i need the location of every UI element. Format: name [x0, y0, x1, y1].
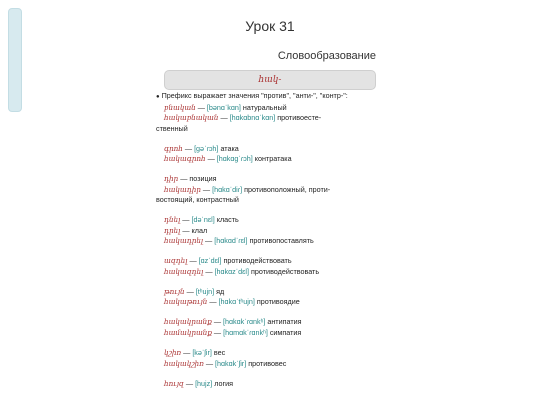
- armenian-word: դիր: [164, 174, 179, 184]
- bullet-icon: ●: [156, 94, 160, 100]
- word-row: [164, 359, 368, 370]
- russian-meaning: противодействовать: [223, 256, 292, 266]
- word-group: [156, 174, 368, 206]
- armenian-word: հույզ: [164, 378, 184, 388]
- transcription: [tʰujn]: [195, 286, 215, 296]
- lesson-title: Урок 31: [245, 18, 295, 34]
- word-row: [164, 317, 368, 328]
- armenian-word: գրոհ: [164, 143, 183, 153]
- dash-separator: —: [203, 358, 216, 368]
- russian-meaning: натуральный: [242, 102, 287, 112]
- transcription: [hɑkɑˈtʰujn]: [218, 297, 255, 307]
- word-row: [164, 226, 368, 237]
- section-title: Словообразование: [277, 50, 376, 62]
- russian-meaning: логия: [214, 378, 234, 388]
- word-group: [156, 144, 368, 165]
- dash-separator: —: [180, 215, 192, 225]
- armenian-word: դնել: [164, 215, 181, 225]
- transcription: [dəˈnɛl]: [191, 215, 215, 225]
- intro-text: Префикс выражает значения "против", "анти-", "контр-":: [161, 91, 348, 100]
- dash-separator: —: [183, 378, 196, 388]
- armenian-word: հակաթույն: [164, 297, 208, 307]
- russian-meaning: атака: [220, 143, 239, 153]
- russian-meaning: клал: [191, 225, 208, 235]
- russian-meaning: противоядие: [256, 297, 300, 307]
- dash-separator: —: [203, 266, 215, 276]
- prefix-box: հակ-: [164, 70, 376, 90]
- word-row: [164, 103, 368, 114]
- armenian-word: թույն: [164, 286, 185, 296]
- armenian-word: հակակրանք: [164, 317, 212, 327]
- russian-meaning: противовес: [248, 358, 287, 368]
- russian-meaning: противодействовать: [251, 266, 320, 276]
- russian-meaning: вес: [213, 348, 226, 358]
- dash-separator: —: [205, 154, 217, 164]
- armenian-word: բնական: [164, 102, 196, 112]
- russian-meaning: антипатия: [267, 317, 302, 327]
- transcription: [hɑkɑkˈʃir]: [215, 358, 247, 368]
- word-row: [164, 297, 368, 308]
- transcription: [gəˈɾɔh]: [194, 143, 219, 153]
- word-row: [164, 215, 368, 226]
- word-group: [156, 379, 368, 390]
- dash-separator: —: [187, 256, 199, 266]
- word-row: [164, 113, 368, 124]
- word-group: [156, 348, 368, 369]
- dash-separator: —: [182, 143, 195, 153]
- word-row: [164, 236, 368, 247]
- armenian-word: հակադրել: [164, 236, 204, 246]
- transcription: [hɑkɑdˈɾɛl]: [214, 236, 248, 246]
- transcription: [hɑkɑkˈɾɑnkʰ]: [223, 317, 266, 327]
- dash-separator: —: [207, 297, 219, 307]
- dash-separator: —: [178, 174, 190, 184]
- word-row: [164, 185, 368, 196]
- russian-meaning: позиция: [189, 174, 217, 184]
- dash-separator: —: [180, 225, 192, 235]
- russian-meaning: противоположный, проти-: [244, 184, 331, 194]
- transcription: [bənɑˈkɑn]: [206, 102, 241, 112]
- armenian-word: հակազդել: [164, 266, 204, 276]
- word-row: [164, 154, 368, 165]
- transcription: [ɑzˈdɛl]: [198, 256, 222, 266]
- armenian-word: ազդել: [164, 256, 188, 266]
- transcription: [kəˈʃir]: [192, 348, 212, 358]
- armenian-word: դրել: [164, 225, 181, 235]
- word-group: [156, 317, 368, 338]
- word-group: [156, 103, 368, 135]
- transcription: [hɑkɑgˈɾɔh]: [216, 154, 253, 164]
- dash-separator: —: [211, 328, 224, 337]
- dash-separator: —: [181, 348, 193, 358]
- word-group: [156, 287, 368, 308]
- transcription: [hɑkɑˈdiɾ]: [212, 184, 243, 194]
- dash-separator: —: [200, 184, 213, 194]
- word-row: [164, 348, 368, 359]
- armenian-word: հակակշիռ: [164, 358, 204, 368]
- armenian-word: համակրանք: [164, 328, 212, 337]
- transcription: [hɑkɑzˈdɛl]: [214, 266, 250, 276]
- russian-meaning: симпатия: [269, 328, 302, 337]
- word-groups: [156, 103, 368, 389]
- word-row: [164, 144, 368, 155]
- russian-meaning-continued: востоящий, контрастный: [156, 195, 239, 205]
- intro-line: [156, 91, 368, 102]
- word-row: [164, 287, 368, 298]
- word-row: [164, 379, 368, 390]
- dash-separator: —: [184, 286, 196, 296]
- word-row: [164, 174, 368, 185]
- russian-meaning: яд: [216, 286, 225, 296]
- armenian-word: հակաբնական: [164, 113, 219, 123]
- russian-meaning: противоесте-: [277, 113, 322, 123]
- transcription: [hujz]: [195, 378, 213, 388]
- transcription: [hɑmɑkˈɾɑnkʰ]: [223, 328, 268, 337]
- russian-meaning-continued: ственный: [156, 123, 188, 133]
- word-formation-content: [156, 91, 368, 389]
- word-row: [164, 256, 368, 267]
- russian-meaning: контратака: [254, 154, 292, 164]
- dash-separator: —: [218, 113, 230, 123]
- russian-meaning: противопоставлять: [249, 236, 314, 246]
- word-row: [164, 267, 368, 278]
- word-row: [164, 328, 368, 339]
- transcription: [hɑkɑbnɑˈkɑn]: [229, 113, 276, 123]
- armenian-word: հակագրոհ: [164, 154, 206, 164]
- word-group: [156, 256, 368, 277]
- dash-separator: —: [211, 317, 224, 327]
- armenian-word: հակադիր: [164, 184, 201, 194]
- armenian-word: կշիռ: [164, 348, 182, 358]
- word-group: [156, 215, 368, 247]
- dash-separator: —: [195, 102, 207, 112]
- russian-meaning: класть: [216, 215, 239, 225]
- dash-separator: —: [203, 236, 215, 246]
